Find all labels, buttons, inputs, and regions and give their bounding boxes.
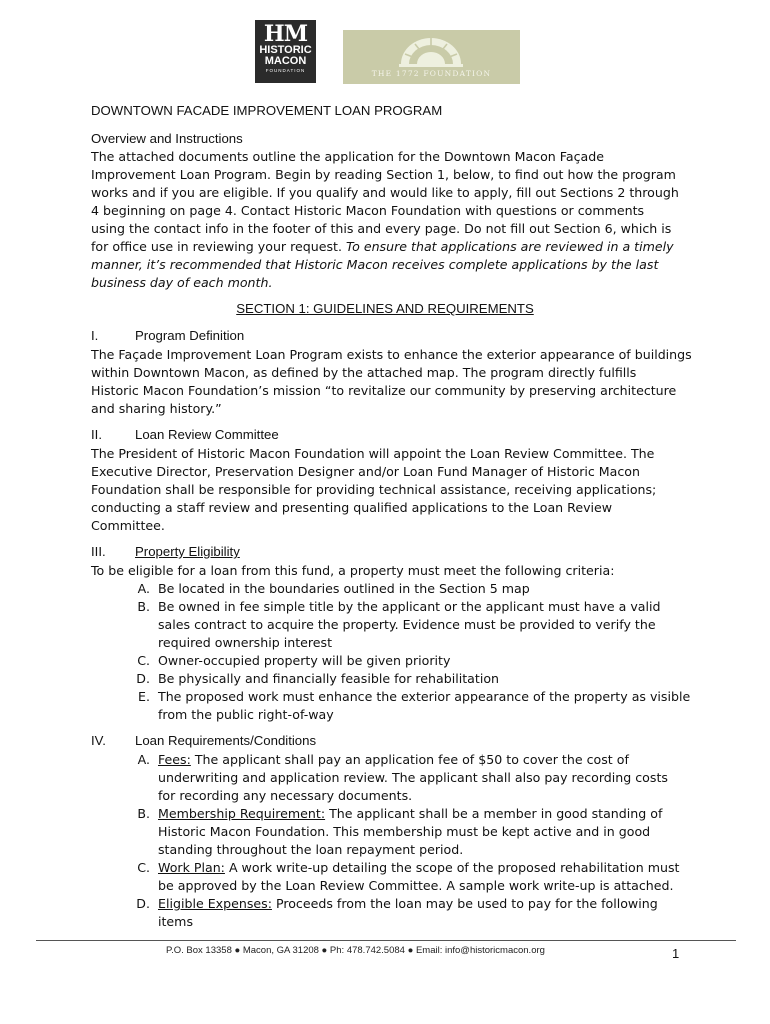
section-numeral: II. [91, 427, 102, 442]
overview-line: The attached documents outline the application for the Downtown Macon Façade [91, 149, 604, 164]
section-line: Historic Macon Foundation’s mission “to revitalize our community by preserving architecture [91, 383, 677, 398]
list-item-cont: required ownership interest [158, 635, 333, 650]
list-letter: D. [136, 896, 150, 911]
hm-logo-line3: FOUNDATION [265, 68, 306, 73]
hm-logo-line1: HISTORIC [259, 44, 312, 56]
list-item-label: Work Plan: [158, 860, 225, 875]
list-item-cont: Historic Macon Foundation. This membership must be kept active and in good [158, 824, 651, 839]
section-numeral: III. [91, 544, 106, 559]
overview-line: Improvement Loan Program. Begin by reading Section 1, below, to find out how the program [91, 167, 676, 182]
list-letter: C. [137, 653, 150, 668]
list-item-label: Eligible Expenses: [158, 896, 272, 911]
list-item: The proposed work must enhance the exterior appearance of the property as visible [158, 689, 691, 704]
historic-macon-logo [255, 20, 316, 83]
section-line: The President of Historic Macon Foundation will appoint the Loan Review Committee. The [91, 446, 655, 461]
section-line: and sharing history.” [91, 401, 222, 416]
1772-foundation-logo [343, 30, 520, 84]
overview-line-mixed [91, 238, 674, 256]
list-item: Be located in the boundaries outlined in the Section 5 map [158, 581, 530, 596]
1772-foundation-caption: THE 1772 FOUNDATION [371, 69, 492, 78]
list-item-cont: items [158, 914, 194, 929]
page-number: 1 [672, 946, 680, 961]
section-heading: Loan Review Committee [135, 427, 279, 442]
list-item-label: Membership Requirement: [158, 806, 326, 821]
list-letter: C. [137, 860, 150, 875]
list-item-text: The applicant shall pay an application fee of $50 to cover the cost of [190, 752, 629, 767]
list-item-cont: underwriting and application review. The applicant shall also pay recording costs [158, 770, 668, 785]
overview-italic-line: manner, it’s recommended that Historic Macon receives complete applications by the last [91, 257, 659, 272]
list-item-label: Fees: [158, 752, 191, 767]
footer-divider [36, 940, 736, 941]
document-title: DOWNTOWN FACADE IMPROVEMENT LOAN PROGRAM [91, 103, 443, 118]
list-item [158, 895, 658, 913]
list-item-cont: be approved by the Loan Review Committee. A sample work write-up is attached. [158, 878, 674, 893]
list-item-cont: for recording any necessary documents. [158, 788, 413, 803]
list-letter: D. [136, 671, 150, 686]
list-item-text: A work write-up detailing the scope of the proposed rehabilitation must [224, 860, 680, 875]
section-heading: Program Definition [135, 328, 245, 343]
list-item-cont: sales contract to acquire the property. Evidence must be provided to verify the [158, 617, 656, 632]
list-item-text: Proceeds from the loan may be used to pay for the following [271, 896, 658, 911]
list-item-cont: from the public right-of-way [158, 707, 334, 722]
section-line: within Downtown Macon, as defined by the attached map. The program directly fulfills [91, 365, 637, 380]
section-numeral: I. [91, 328, 99, 343]
overview-heading: Overview and Instructions [91, 131, 243, 146]
section-intro: To be eligible for a loan from this fund, a property must meet the following criteria: [91, 563, 615, 578]
overview-italic-line: business day of each month. [91, 275, 273, 290]
list-item: Owner-occupied property will be given priority [158, 653, 451, 668]
list-item-cont: standing throughout the loan repayment period. [158, 842, 464, 857]
section-heading: Property Eligibility [135, 544, 240, 559]
section-numeral: IV. [91, 733, 106, 748]
section-line: conducting a staff review and presenting qualified applications to the Loan Review [91, 500, 613, 515]
section-line: Foundation shall be responsible for providing technical assistance, receiving applications; [91, 482, 657, 497]
section1-title: SECTION 1: GUIDELINES AND REQUIREMENTS [236, 301, 534, 316]
hm-logo-mark: HM [263, 21, 308, 47]
list-letter: B. [137, 806, 150, 821]
list-item: Be physically and financially feasible for rehabilitation [158, 671, 500, 686]
hm-logo-line2: MACON [264, 55, 307, 67]
section-line: The Façade Improvement Loan Program exists to enhance the exterior appearance of buildings [91, 347, 692, 362]
list-letter: A. [137, 752, 150, 767]
list-item [158, 751, 629, 769]
list-item-text: The applicant shall be a member in good standing of [325, 806, 663, 821]
list-letter: E. [138, 689, 150, 704]
overview-plain-text: for office use in reviewing your request. [91, 239, 346, 254]
footer-contact: P.O. Box 13358 ● Macon, GA 31208 ● Ph: 478.742.5084 ● Email: info@historicmacon.org [166, 945, 545, 956]
list-item [158, 859, 680, 877]
list-item: Be owned in fee simple title by the applicant or the applicant must have a valid [158, 599, 661, 614]
section-line: Executive Director, Preservation Designer and/or Loan Fund Manager of Historic Macon [91, 464, 640, 479]
section-line: Committee. [91, 518, 165, 533]
overview-line: 4 beginning on page 4. Contact Historic Macon Foundation with questions or comments [91, 203, 645, 218]
list-letter: A. [137, 581, 150, 596]
section-heading: Loan Requirements/Conditions [135, 733, 317, 748]
list-item [158, 805, 662, 823]
list-letter: B. [137, 599, 150, 614]
overview-italic-text: To ensure that applications are reviewed in a timely [345, 239, 674, 254]
overview-line: works and if you are eligible. If you qualify and would like to apply, fill out Sections 2 through [91, 185, 679, 200]
overview-line: using the contact info in the footer of this and every page. Do not fill out Section 6, which is [91, 221, 672, 236]
